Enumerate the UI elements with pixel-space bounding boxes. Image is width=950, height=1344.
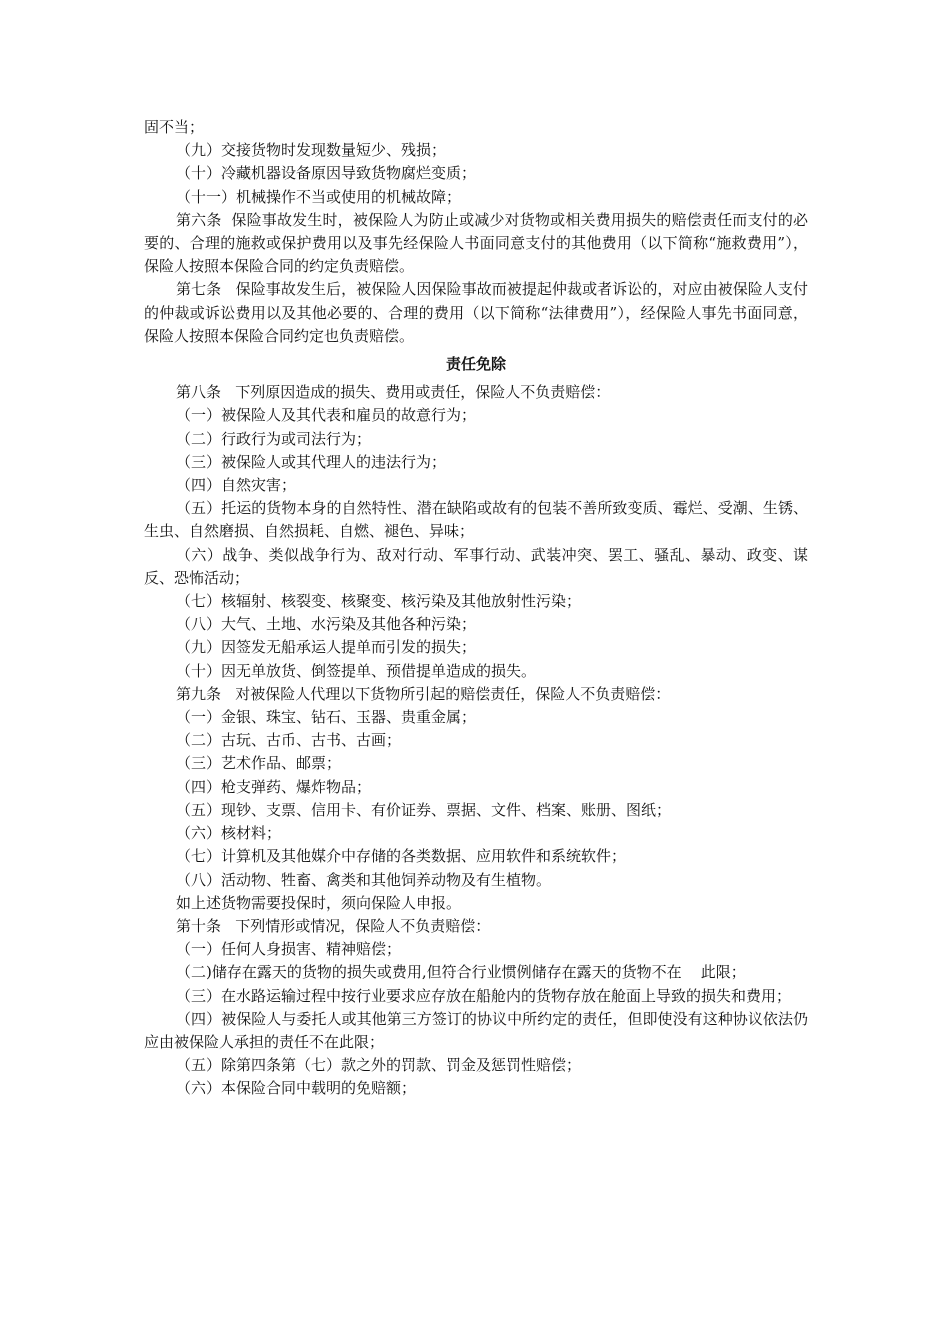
article-8: 第八条 下列原因造成的损失、费用或责任，保险人不负责赔偿： xyxy=(176,383,611,402)
article-9: 第九条 对被保险人代理以下货物所引起的赔偿责任，保险人不负责赔偿： xyxy=(176,684,671,703)
clause-item: （二)储存在露天的货物的损失或费用,但符合行业惯例储存在露天的货物不在 此限； xyxy=(176,963,746,982)
clause-item: （七）计算机及其他媒介中存储的各类数据、应用软件和系统软件； xyxy=(176,847,627,866)
clause-item: （一）任何人身损害、精神赔偿； xyxy=(176,940,402,959)
clause-item: （六）战争、类似战争行为、敌对行动、军事行动、武装冲突、罢工、骚乱、暴动、政变、谋反、恐怖活动； xyxy=(144,545,808,587)
clause-item: （三）被保险人或其代理人的违法行为； xyxy=(176,452,447,471)
clause-item: （三）艺术作品、邮票； xyxy=(176,754,342,773)
article-10: 第十条 下列情形或情况，保险人不负责赔偿： xyxy=(176,916,491,935)
clause-item: （十）因无单放货、倒签提单、预借提单造成的损失。 xyxy=(176,661,537,680)
clause-item: （九）因签发无船承运人提单而引发的损失； xyxy=(176,638,477,657)
clause-item: （二）行政行为或司法行为； xyxy=(176,429,372,448)
clause-item: （九）交接货物时发现数量短少、残损； xyxy=(176,141,447,160)
document-page xyxy=(144,116,808,1101)
clause-item: （三）在水路运输过程中按行业要求应存放在船舱内的货物存放在舱面上导致的损失和费用； xyxy=(176,986,792,1005)
clause-item: （一）被保险人及其代表和雇员的故意行为； xyxy=(176,406,477,425)
clause-item: （四）枪支弹药、爆炸物品； xyxy=(176,777,372,796)
clause-item: （八）大气、土地、水污染及其他各种污染； xyxy=(176,615,477,634)
clause-item: （五）托运的货物本身的自然特性、潜在缺陷或故有的包装不善所致变质、霉烂、受潮、生锈、生虫、自然磨损、自然损耗、自燃、褪色、异味； xyxy=(144,499,808,541)
clause-item: （六）核材料； xyxy=(176,824,282,843)
clause-item: （四）自然灾害； xyxy=(176,476,297,495)
clause-item: （六）本保险合同中载明的免赔额； xyxy=(176,1079,417,1098)
clause-item: （五）除第四条第（七）款之外的罚款、罚金及惩罚性赔偿； xyxy=(176,1056,582,1075)
note-paragraph: 如上述货物需要投保时，须向保险人申报。 xyxy=(176,893,462,912)
clause-item: （四）被保险人与委托人或其他第三方签订的协议中所约定的责任，但即使没有这种协议依法仍应由被保险人承担的责任不在此限； xyxy=(144,1009,808,1051)
clause-item: （七）核辐射、核裂变、核聚变、核污染及其他放射性污染； xyxy=(176,592,582,611)
clause-item: （二）古玩、古币、古书、古画； xyxy=(176,731,402,750)
clause-item: （十）冷藏机器设备原因导致货物腐烂变质； xyxy=(176,164,477,183)
paragraph-continuation: 固不当； xyxy=(144,118,205,136)
clause-item: （五）现钞、支票、信用卡、有价证券、票据、文件、档案、账册、图纸； xyxy=(176,800,672,819)
section-title: 责任免除 xyxy=(445,355,506,374)
clause-item: （一）金银、珠宝、钻石、玉器、贵重金属； xyxy=(176,708,477,727)
article-7: 第七条 保险事故发生后，被保险人因保险事故而被提起仲裁或者诉讼的，对应由被保险人支付的仲裁或诉讼费用以及其他必要的、合理的费用（以下简称“法律费用”），经保险人事先书面同意，保险人按照本保险合同约定也负责赔偿。 xyxy=(144,280,808,345)
clause-item: （十一）机械操作不当或使用的机械故障； xyxy=(176,187,462,206)
article-6: 第六条 保险事故发生时，被保险人为防止或减少对货物或相关费用损失的赔偿责任而支付的必要的、合理的施救或保护费用以及事先经保险人书面同意支付的其他费用（以下简称“施救费用”），保险人按照本保险合同的约定负责赔偿。 xyxy=(144,210,808,276)
clause-item: （八）活动物、牲畜、禽类和其他饲养动物及有生植物。 xyxy=(176,870,552,889)
